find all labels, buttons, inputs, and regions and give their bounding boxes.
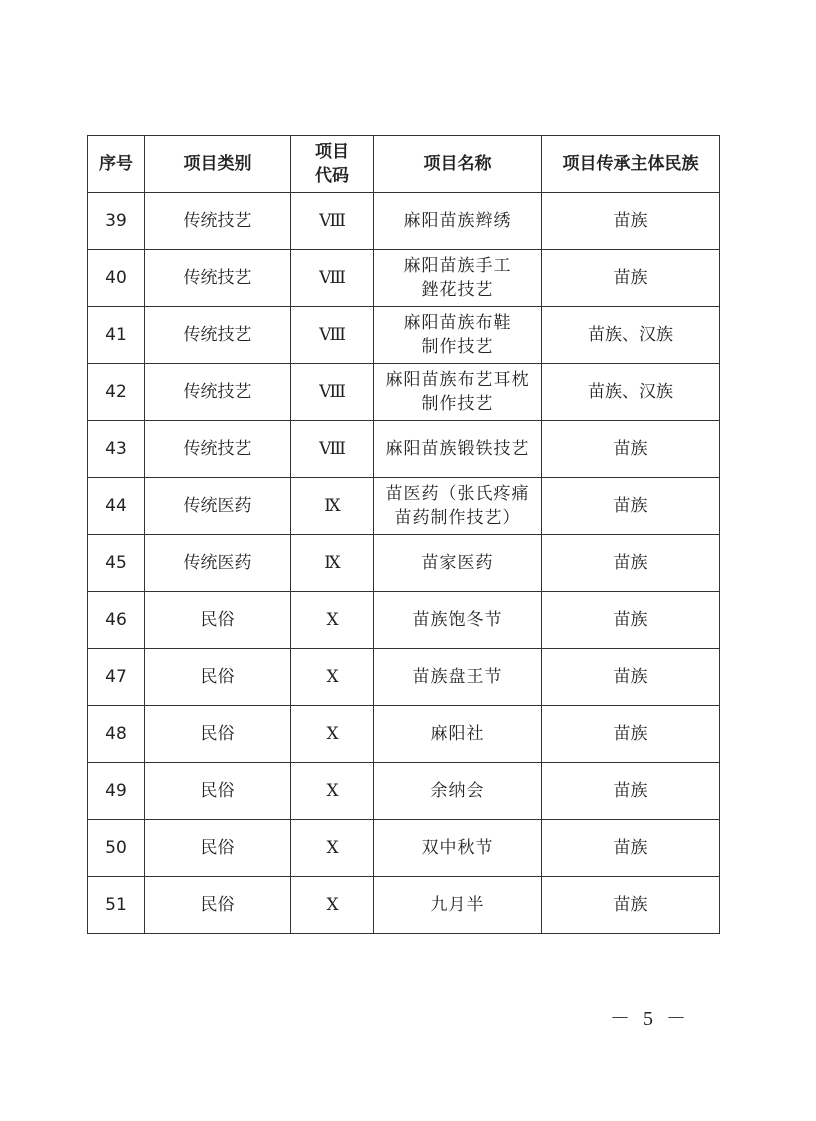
cell-project-category: 传统技艺 <box>145 250 291 307</box>
cell-project-category: 传统技艺 <box>145 193 291 250</box>
heritage-projects-table <box>87 135 720 934</box>
cell-serial-number: 41 <box>88 307 145 364</box>
cell-project-code: Ⅹ <box>291 649 374 706</box>
table-row <box>88 478 720 535</box>
table-row <box>88 193 720 250</box>
cell-serial-number: 49 <box>88 763 145 820</box>
cell-project-name: 余纳会 <box>374 763 542 820</box>
cell-project-code: Ⅹ <box>291 877 374 934</box>
cell-serial-number: 42 <box>88 364 145 421</box>
cell-project-category: 民俗 <box>145 592 291 649</box>
cell-project-code: Ⅹ <box>291 763 374 820</box>
cell-project-name: 九月半 <box>374 877 542 934</box>
header-project-code: 项目 代码 <box>291 136 374 193</box>
cell-project-code: Ⅷ <box>291 307 374 364</box>
cell-heritage-ethnicity: 苗族 <box>542 820 720 877</box>
table-row <box>88 250 720 307</box>
cell-project-category: 传统医药 <box>145 478 291 535</box>
header-project-category: 项目类别 <box>145 136 291 193</box>
cell-heritage-ethnicity: 苗族、汉族 <box>542 307 720 364</box>
table-row <box>88 364 720 421</box>
cell-project-category: 传统技艺 <box>145 364 291 421</box>
table-row <box>88 592 720 649</box>
cell-project-category: 民俗 <box>145 877 291 934</box>
cell-project-name: 麻阳苗族布艺耳枕 制作技艺 <box>374 364 542 421</box>
cell-project-code: Ⅸ <box>291 478 374 535</box>
cell-heritage-ethnicity: 苗族 <box>542 706 720 763</box>
cell-heritage-ethnicity: 苗族 <box>542 649 720 706</box>
cell-heritage-ethnicity: 苗族 <box>542 592 720 649</box>
cell-project-code: Ⅷ <box>291 193 374 250</box>
cell-heritage-ethnicity: 苗族 <box>542 478 720 535</box>
table-row <box>88 421 720 478</box>
cell-serial-number: 40 <box>88 250 145 307</box>
cell-heritage-ethnicity: 苗族 <box>542 250 720 307</box>
table-header-row <box>88 136 720 193</box>
cell-serial-number: 47 <box>88 649 145 706</box>
table-row <box>88 649 720 706</box>
table-row <box>88 535 720 592</box>
cell-project-name: 苗族盘王节 <box>374 649 542 706</box>
cell-heritage-ethnicity: 苗族、汉族 <box>542 364 720 421</box>
cell-serial-number: 43 <box>88 421 145 478</box>
table-row <box>88 763 720 820</box>
cell-project-name: 麻阳苗族布鞋 制作技艺 <box>374 307 542 364</box>
cell-project-code: Ⅷ <box>291 421 374 478</box>
cell-project-code: Ⅷ <box>291 364 374 421</box>
cell-project-category: 民俗 <box>145 820 291 877</box>
cell-serial-number: 44 <box>88 478 145 535</box>
cell-project-category: 传统医药 <box>145 535 291 592</box>
cell-serial-number: 46 <box>88 592 145 649</box>
header-serial-number: 序号 <box>88 136 145 193</box>
cell-project-code: Ⅹ <box>291 706 374 763</box>
cell-project-category: 传统技艺 <box>145 421 291 478</box>
cell-heritage-ethnicity: 苗族 <box>542 877 720 934</box>
table-row <box>88 706 720 763</box>
cell-project-name: 苗家医药 <box>374 535 542 592</box>
cell-serial-number: 39 <box>88 193 145 250</box>
cell-project-code: Ⅹ <box>291 820 374 877</box>
cell-project-name: 苗族饱冬节 <box>374 592 542 649</box>
cell-project-name: 苗医药（张氏疼痛 苗药制作技艺） <box>374 478 542 535</box>
cell-heritage-ethnicity: 苗族 <box>542 763 720 820</box>
cell-project-category: 传统技艺 <box>145 307 291 364</box>
cell-heritage-ethnicity: 苗族 <box>542 193 720 250</box>
header-heritage-ethnicity: 项目传承主体民族 <box>542 136 720 193</box>
cell-heritage-ethnicity: 苗族 <box>542 535 720 592</box>
table-body <box>88 193 720 934</box>
cell-project-code: Ⅸ <box>291 535 374 592</box>
cell-serial-number: 45 <box>88 535 145 592</box>
cell-project-category: 民俗 <box>145 706 291 763</box>
table-row <box>88 307 720 364</box>
cell-project-code: Ⅹ <box>291 592 374 649</box>
header-project-name: 项目名称 <box>374 136 542 193</box>
cell-project-category: 民俗 <box>145 763 291 820</box>
cell-project-name: 麻阳苗族辫绣 <box>374 193 542 250</box>
page-number: － 5 － <box>610 1008 690 1030</box>
cell-serial-number: 51 <box>88 877 145 934</box>
cell-project-name: 双中秋节 <box>374 820 542 877</box>
cell-project-code: Ⅷ <box>291 250 374 307</box>
table-row <box>88 877 720 934</box>
table-row <box>88 820 720 877</box>
cell-serial-number: 48 <box>88 706 145 763</box>
cell-project-name: 麻阳苗族锻铁技艺 <box>374 421 542 478</box>
cell-project-category: 民俗 <box>145 649 291 706</box>
cell-project-name: 麻阳社 <box>374 706 542 763</box>
cell-serial-number: 50 <box>88 820 145 877</box>
cell-project-name: 麻阳苗族手工 銼花技艺 <box>374 250 542 307</box>
cell-heritage-ethnicity: 苗族 <box>542 421 720 478</box>
